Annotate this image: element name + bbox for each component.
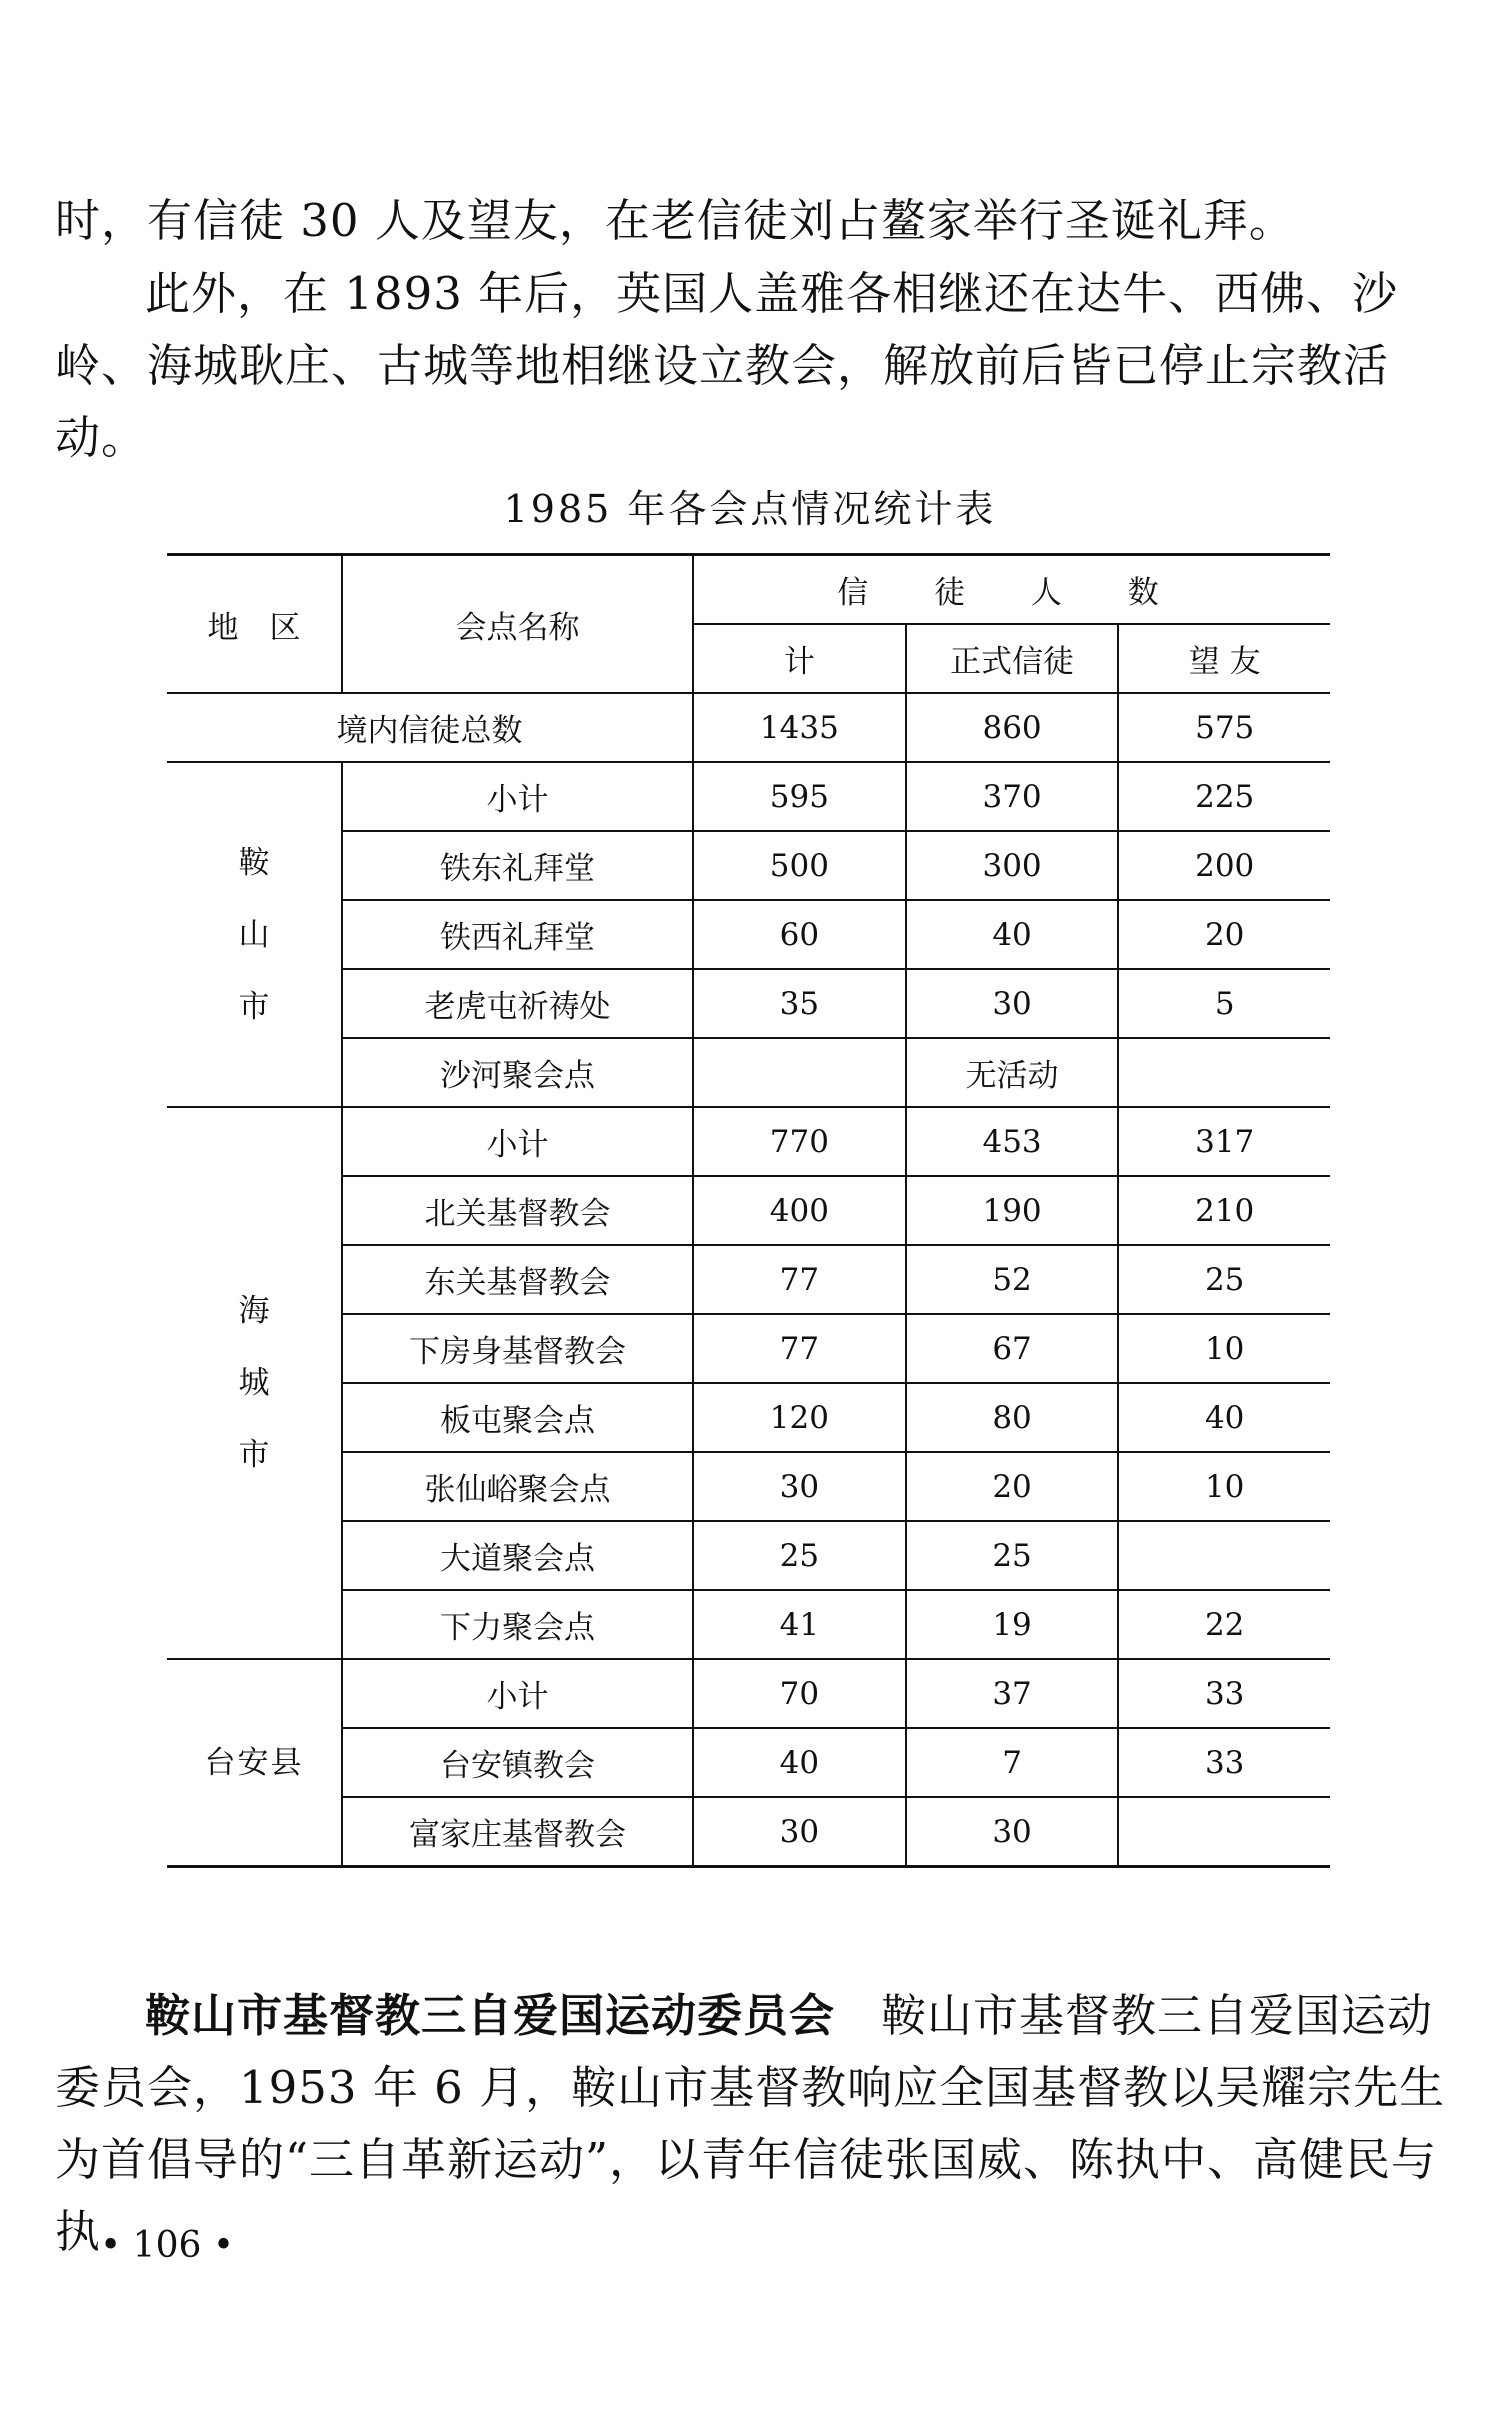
table-row [167,762,1330,831]
count-formal: 453 [906,1107,1119,1176]
count-friend: 317 [1118,1107,1330,1176]
page-number: • 106 • [100,2225,235,2266]
count-total: 40 [693,1728,906,1797]
count-formal: 80 [906,1383,1119,1452]
site-name: 老虎屯祈祷处 [342,969,693,1038]
count-formal: 40 [906,900,1119,969]
site-name: 沙河聚会点 [342,1038,693,1107]
count-formal: 30 [906,1797,1119,1867]
header-friend: 望 友 [1118,624,1330,693]
count-friend: 25 [1118,1245,1330,1314]
table-row [167,900,1330,969]
table-row [167,1521,1330,1590]
paragraph-continuation: 时，有信徒 30 人及望友，在老信徒刘占鳌家举行圣诞礼拜。 [55,194,1295,247]
count-friend: 200 [1118,831,1330,900]
region-name: 鞍山市 [238,844,272,1025]
count-friend: 40 [1118,1383,1330,1452]
count-total: 120 [693,1383,906,1452]
site-name: 小计 [342,1107,693,1176]
table-row [167,1176,1330,1245]
site-name: 富家庄基督教会 [342,1797,693,1867]
count-formal: 370 [906,762,1119,831]
count-total: 770 [693,1107,906,1176]
site-name: 小计 [342,762,693,831]
grand-total-total: 1435 [693,693,906,762]
count-total: 30 [693,1797,906,1867]
count-total: 400 [693,1176,906,1245]
count-friend: 33 [1118,1659,1330,1728]
header-region: 地 区 [167,555,342,694]
count-formal: 20 [906,1452,1119,1521]
count-total: 35 [693,969,906,1038]
count-friend: 210 [1118,1176,1330,1245]
region-cell [167,1107,342,1659]
grand-total-label: 境内信徒总数 [167,693,693,762]
count-total: 77 [693,1245,906,1314]
count-total: 25 [693,1521,906,1590]
count-friend: 33 [1118,1728,1330,1797]
header-total: 计 [693,624,906,693]
region-name: 台安县 [204,1744,304,1781]
count-formal: 19 [906,1590,1119,1659]
table-row [167,1659,1330,1728]
count-friend: 22 [1118,1590,1330,1659]
empty-cell [1118,1038,1330,1107]
paragraph-section [55,1980,1455,2268]
table-row [167,1728,1330,1797]
region-cell [167,1659,342,1867]
table-row [167,1245,1330,1314]
count-total: 500 [693,831,906,900]
table-row-grand-total [167,693,1330,762]
site-name: 铁东礼拜堂 [342,831,693,900]
site-name: 下力聚会点 [342,1590,693,1659]
empty-cell [693,1038,906,1107]
count-friend: 10 [1118,1314,1330,1383]
count-formal: 25 [906,1521,1119,1590]
count-friend [1118,1797,1330,1867]
table-row [167,1590,1330,1659]
table-row [167,969,1330,1038]
count-total: 60 [693,900,906,969]
site-name: 北关基督教会 [342,1176,693,1245]
section-heading: 鞍山市基督教三自爱国运动委员会 [145,1989,836,2042]
table-body [167,693,1330,1867]
table-row [167,1452,1330,1521]
count-friend: 10 [1118,1452,1330,1521]
site-name: 铁西礼拜堂 [342,900,693,969]
count-friend: 5 [1118,969,1330,1038]
region-name: 海城市 [238,1293,272,1473]
table-row [167,831,1330,900]
grand-total-friend: 575 [1118,693,1330,762]
count-total: 595 [693,762,906,831]
count-formal: 300 [906,831,1119,900]
table-row [167,1107,1330,1176]
count-formal: 7 [906,1728,1119,1797]
site-name: 台安镇教会 [342,1728,693,1797]
count-total: 77 [693,1314,906,1383]
count-friend: 225 [1118,762,1330,831]
site-name: 下房身基督教会 [342,1314,693,1383]
header-formal: 正式信徒 [906,624,1119,693]
site-name: 张仙峪聚会点 [342,1452,693,1521]
site-name: 板屯聚会点 [342,1383,693,1452]
count-total: 30 [693,1452,906,1521]
header-name: 会点名称 [342,555,693,694]
section-text: 鞍山市基督教三自爱国运动委员会，1953 年 6 月，鞍山市基督教响应全国基督教以吴耀宗先生为首倡导的“三自革新运动”，以青年信徒张国威、陈执中、高健民与执 [55,1989,1446,2258]
region-cell [167,762,342,1107]
table-row [167,1797,1330,1867]
count-formal: 190 [906,1176,1119,1245]
count-friend: 20 [1118,900,1330,969]
site-name: 大道聚会点 [342,1521,693,1590]
table-row [167,1038,1330,1107]
table-row [167,1314,1330,1383]
header-believer-count: 信 徒 人 数 [693,555,1330,625]
table-title: 1985 年各会点情况统计表 [503,487,997,531]
count-total: 70 [693,1659,906,1728]
count-formal: 67 [906,1314,1119,1383]
status-note: 无活动 [906,1038,1119,1107]
count-formal: 30 [906,969,1119,1038]
site-name: 东关基督教会 [342,1245,693,1314]
count-friend [1118,1521,1330,1590]
count-total: 41 [693,1590,906,1659]
count-formal: 52 [906,1245,1119,1314]
site-name: 小计 [342,1659,693,1728]
paragraph-history: 此外，在 1893 年后，英国人盖雅各相继还在达牛、西佛、沙岭、海城耿庄、古城等地相继设立教会，解放前后皆已停止宗教活动。 [55,267,1399,464]
statistics-table [167,553,1330,1868]
table-header-row [167,555,1330,625]
table-row [167,1383,1330,1452]
count-formal: 37 [906,1659,1119,1728]
grand-total-formal: 860 [906,693,1119,762]
